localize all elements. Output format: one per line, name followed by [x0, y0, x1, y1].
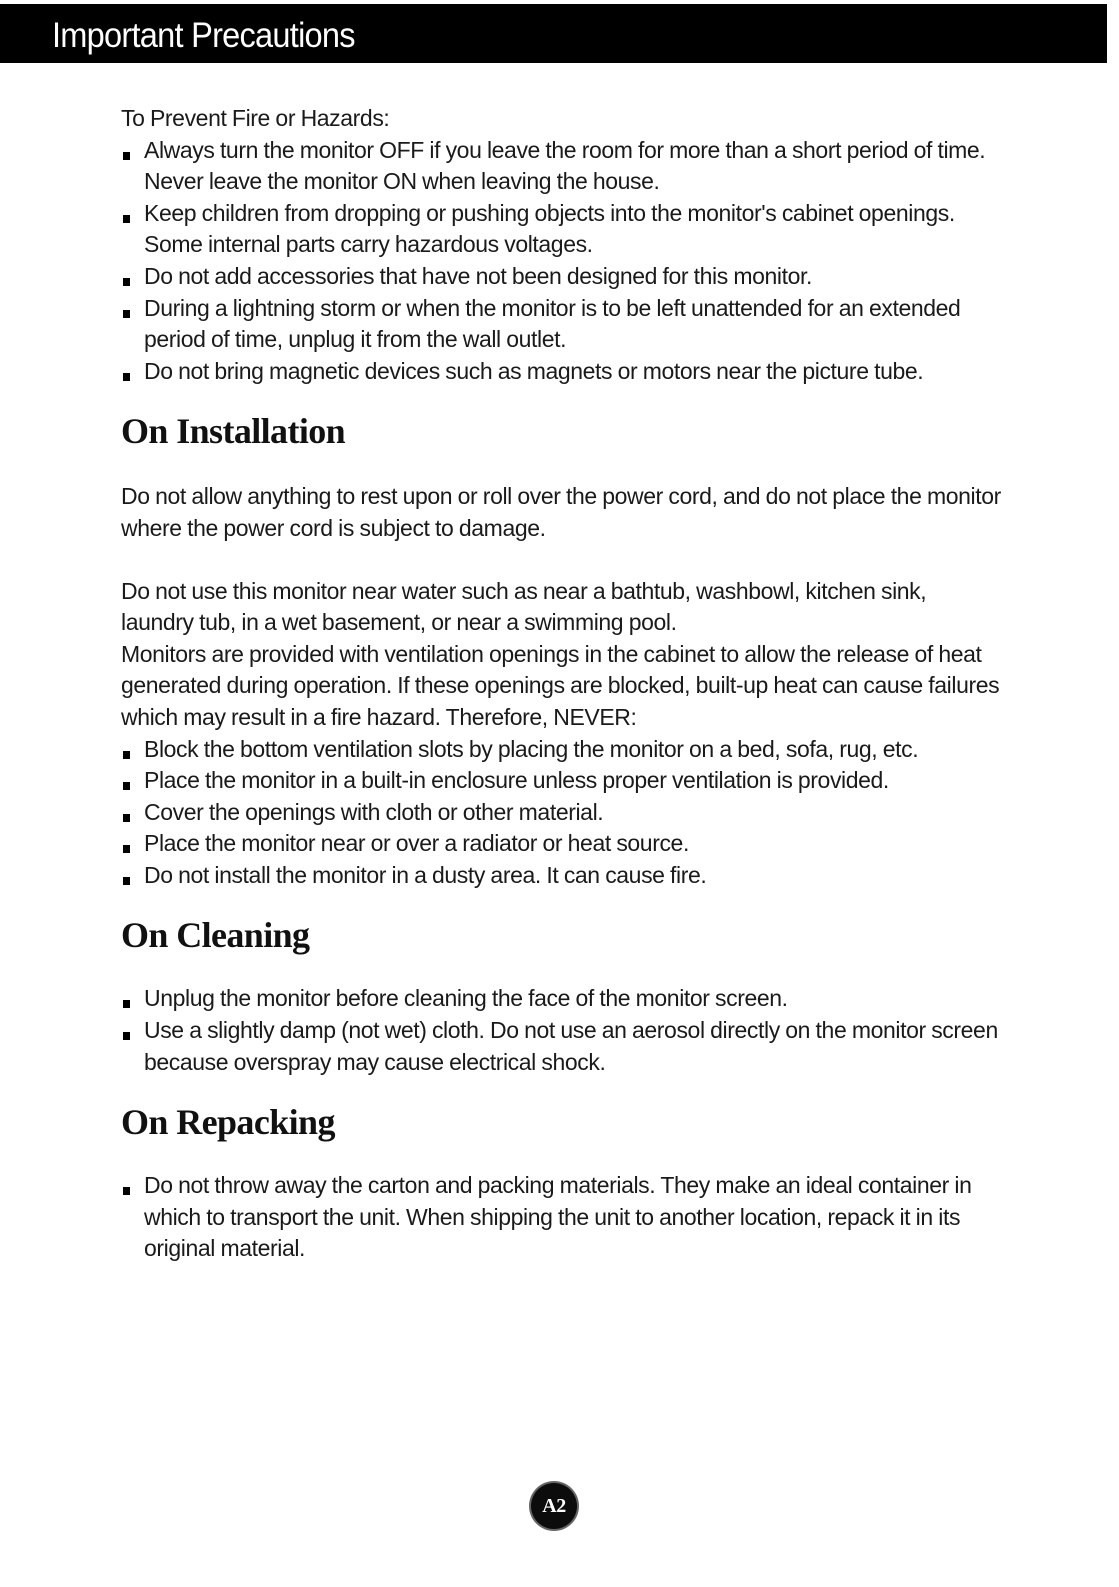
bullet-marker	[123, 215, 130, 223]
bullet-marker	[123, 877, 130, 885]
list-item	[121, 135, 1001, 198]
list-item-text: Always turn the monitor OFF if you leave the room for more than a short period of time. Never leave the monitor ON when leaving the house.	[144, 136, 986, 195]
cleaning-heading: On Cleaning	[121, 915, 310, 956]
list-item	[121, 198, 1001, 261]
repacking-list	[121, 1170, 1001, 1265]
list-item	[121, 1170, 1001, 1265]
repacking-heading: On Repacking	[121, 1102, 335, 1143]
list-item-text: Use a slightly damp (not wet) cloth. Do not use an aerosol directly on the monitor screen because overspray may cause electrical shock.	[144, 1017, 998, 1075]
list-item	[121, 860, 1001, 892]
bullet-marker	[123, 1187, 130, 1195]
list-item-text: Place the monitor near or over a radiator or heat source.	[144, 830, 689, 857]
list-item	[121, 983, 1001, 1015]
bullet-marker	[123, 278, 130, 286]
list-item-text: Do not throw away the carton and packing materials. They make an ideal container in which to transport the unit. When shipping the unit to another location, repack it in its original material.	[144, 1172, 972, 1262]
list-item	[121, 293, 1001, 356]
fire-hazards-intro: To Prevent Fire or Hazards:	[121, 105, 390, 131]
bullet-marker	[123, 1000, 130, 1008]
page-title: Important Precautions	[52, 16, 355, 55]
list-item-text: Do not install the monitor in a dusty area. It can cause fire.	[144, 861, 707, 888]
list-item-text: During a lightning storm or when the monitor is to be left unattended for an extended period of time, unplug it from the wall outlet.	[144, 294, 961, 353]
list-item	[121, 828, 1001, 860]
bullet-marker	[123, 1032, 130, 1040]
list-item-text: Block the bottom ventilation slots by placing the monitor on a bed, sofa, rug, etc.	[144, 735, 919, 762]
bullet-marker	[123, 152, 130, 160]
list-item	[121, 797, 1001, 829]
bullet-marker	[123, 814, 130, 822]
bullet-marker	[123, 751, 130, 759]
list-item-text: Do not bring magnetic devices such as magnets or motors near the picture tube.	[144, 357, 924, 384]
installation-paragraph-water: Do not use this monitor near water such as near a bathtub, washbowl, kitchen sink, laundry tub, in a wet basement, or near a swimming pool.	[121, 577, 927, 636]
list-item	[121, 1015, 1001, 1078]
page-number-badge	[531, 1483, 577, 1529]
installation-paragraph-ventilation: Monitors are provided with ventilation openings in the cabinet to allow the release of heat generated during operation. If these openings are blocked, built-up heat can cause failures which may result in a fire hazard. Therefore, NEVER:	[121, 640, 1000, 730]
bullet-marker	[123, 782, 130, 790]
cleaning-list	[121, 983, 1001, 1078]
list-item-text: Keep children from dropping or pushing objects into the monitor's cabinet openings. Some internal parts carry hazardous voltages.	[144, 199, 955, 258]
page-number: A2	[542, 1494, 566, 1517]
list-item	[121, 765, 1001, 797]
bullet-marker	[123, 310, 130, 318]
installation-never-list	[121, 734, 1001, 892]
list-item	[121, 261, 1001, 293]
header-bar	[0, 4, 1107, 63]
list-item	[121, 356, 1001, 388]
page-content	[121, 103, 1001, 1265]
list-item-text: Do not add accessories that have not been designed for this monitor.	[144, 262, 812, 289]
bullet-marker	[123, 845, 130, 853]
installation-paragraph-power-cord: Do not allow anything to rest upon or roll over the power cord, and do not place the monitor where the power cord is subject to damage.	[121, 483, 1001, 541]
list-item-text: Place the monitor in a built-in enclosure unless proper ventilation is provided.	[144, 767, 889, 794]
installation-heading: On Installation	[121, 411, 346, 452]
fire-hazards-list	[121, 135, 1001, 388]
list-item-text: Cover the openings with cloth or other material.	[144, 798, 604, 825]
list-item-text: Unplug the monitor before cleaning the face of the monitor screen.	[144, 985, 788, 1012]
bullet-marker	[123, 373, 130, 381]
list-item	[121, 734, 1001, 766]
